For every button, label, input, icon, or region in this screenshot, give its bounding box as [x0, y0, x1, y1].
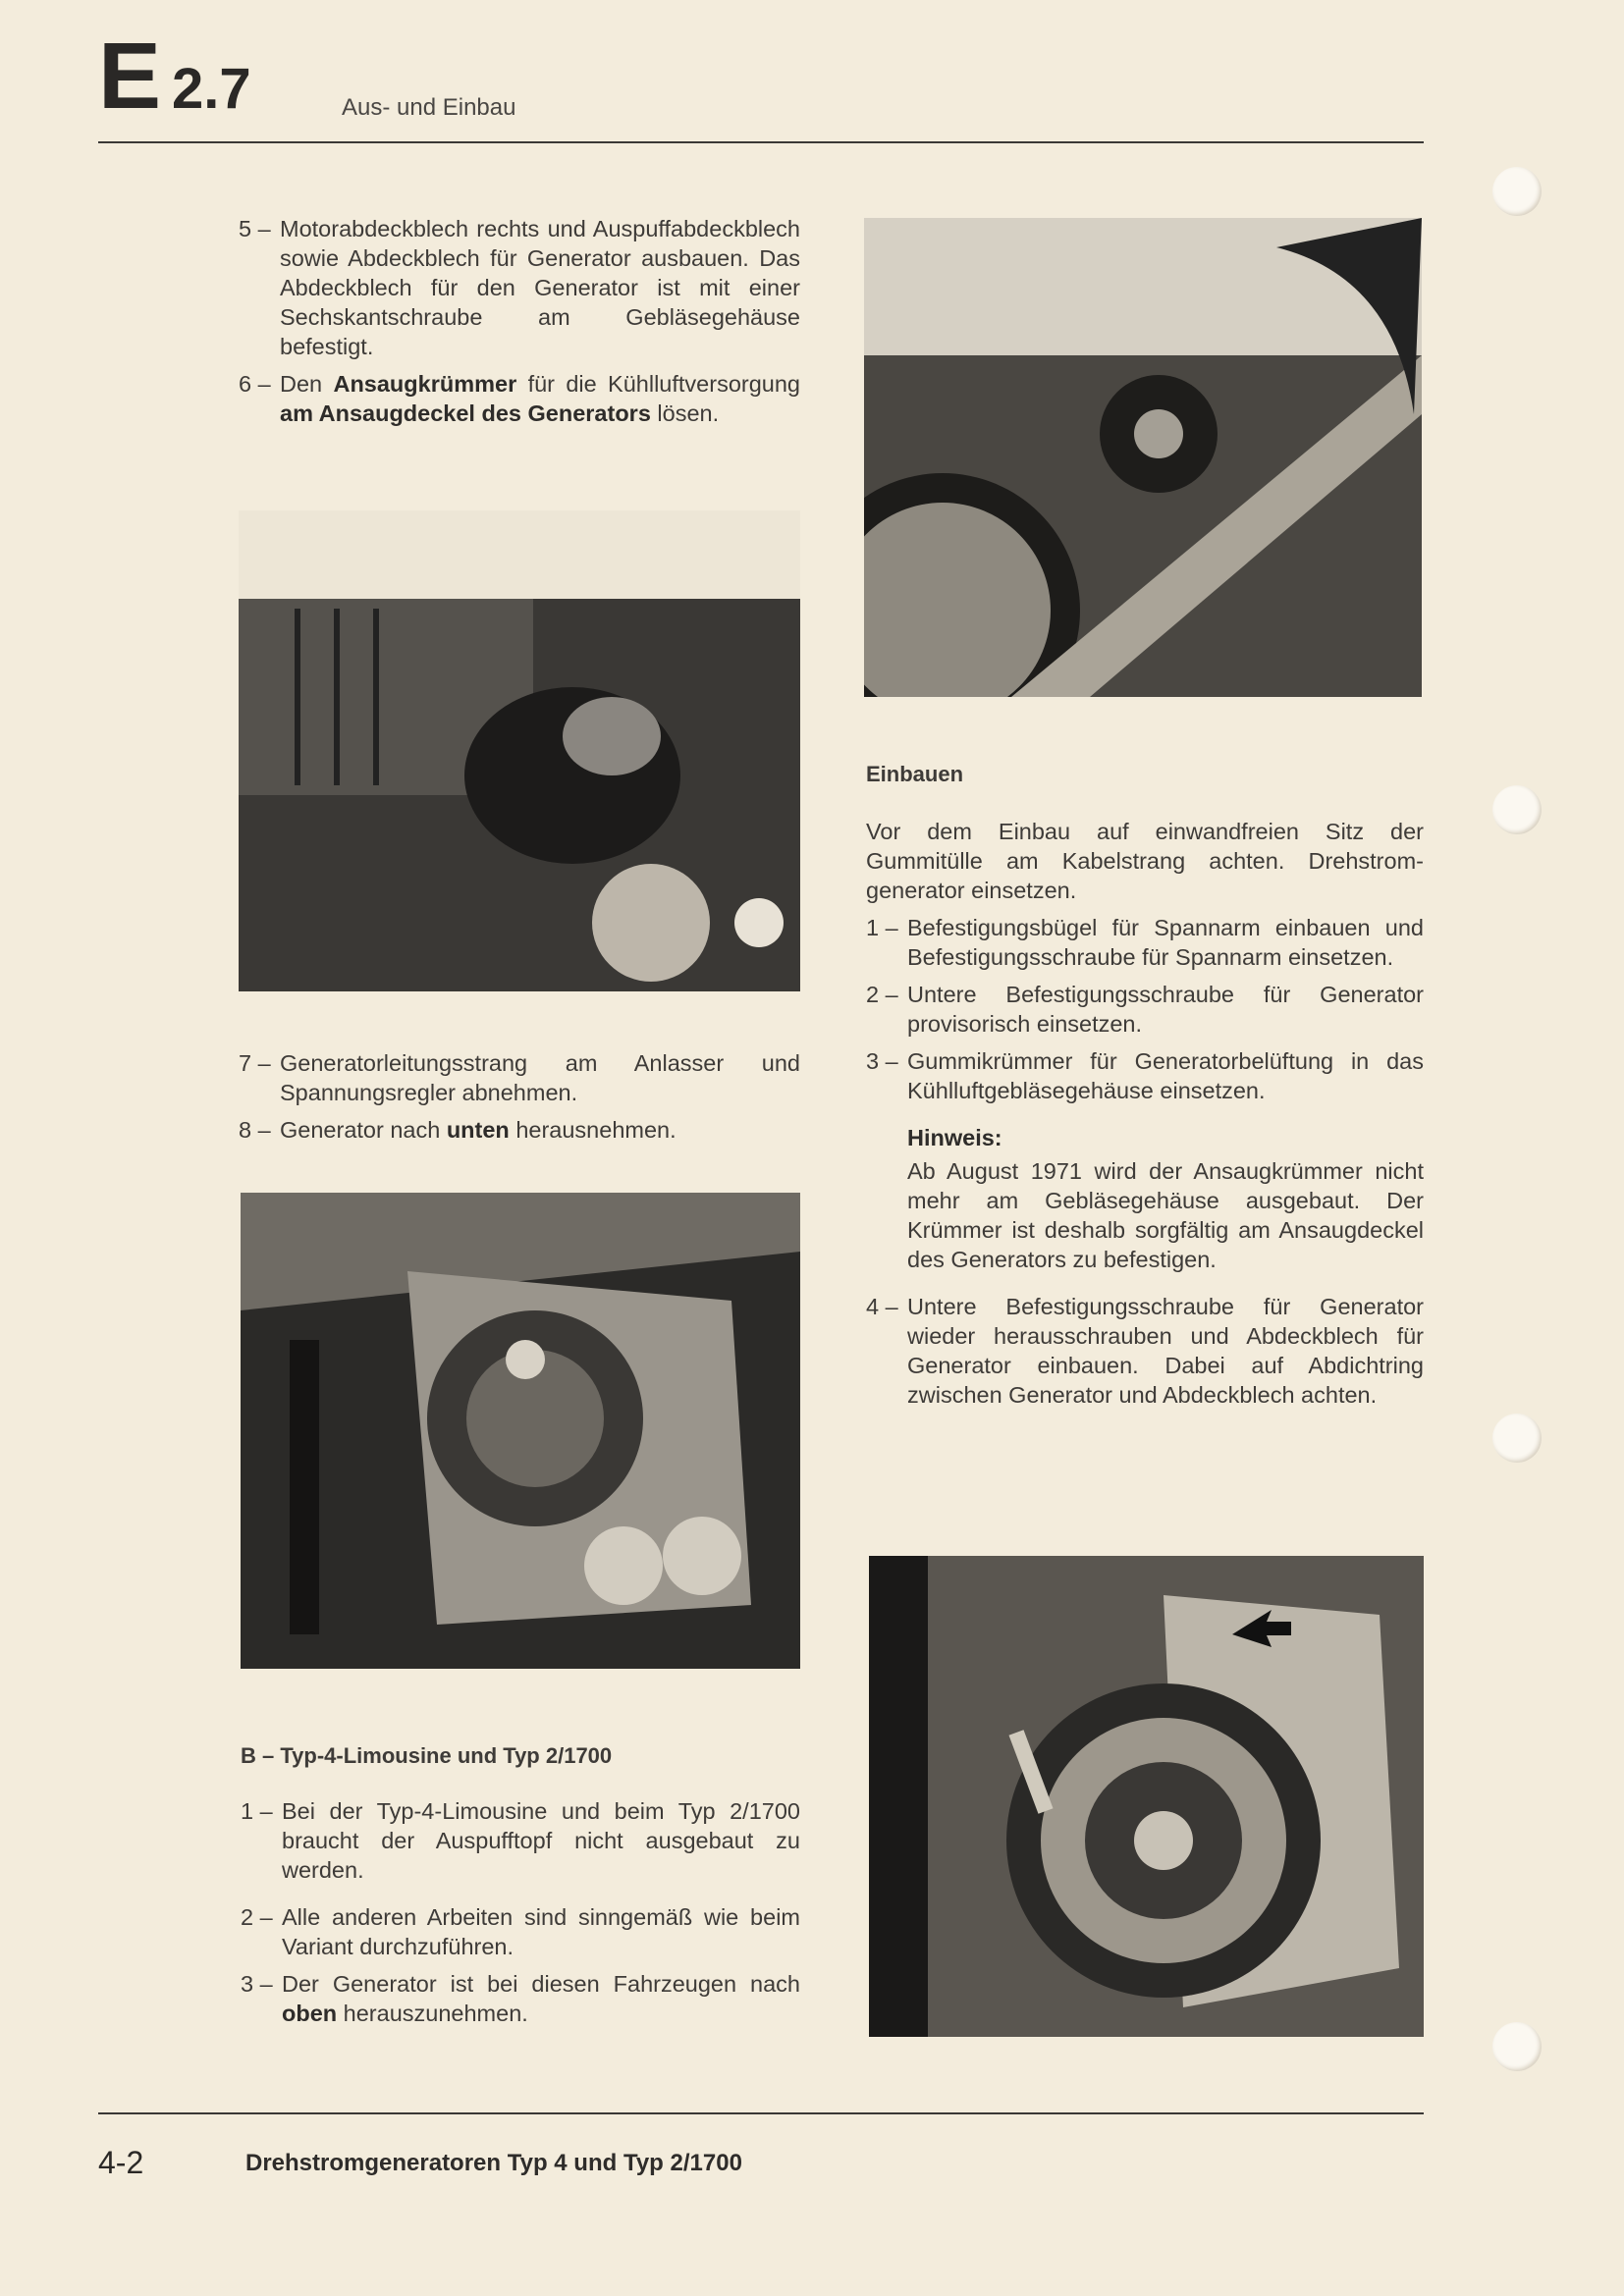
list-item: [239, 1048, 800, 1107]
item-number: 1 –: [241, 1798, 273, 1824]
einbauen-heading: Einbauen: [866, 762, 964, 786]
punch-hole: [1492, 167, 1542, 216]
page-title: Aus- und Einbau: [342, 94, 516, 121]
photo-intake-elbow: [239, 510, 800, 991]
item-text: Den Ansaugkrümmer für die Kühlluftversorgung am Ansaugdeckel des Generators lösen.: [280, 371, 801, 426]
item-number: 8 –: [239, 1117, 271, 1143]
list-item: [866, 1292, 1424, 1410]
note-box: [907, 1123, 1424, 1274]
item-text: Gummikrümmer für Generatorbelüftung in das Kühlluftgebläsegehäuse einsetzen.: [907, 1048, 1424, 1103]
note-text: Ab August 1971 wird der Ansaugkrümmer nicht mehr am Gebläsegehäuse ausgebaut. Der Krümmer ist deshalb sorgfältig am Ansaugdeckel des Generators zu befestigen.: [907, 1158, 1424, 1272]
section-b-heading: B – Typ-4-Limousine und Typ 2/1700: [241, 1743, 613, 1768]
item-number: 3 –: [866, 1048, 898, 1074]
list-item: [241, 1969, 800, 2028]
item-number: 6 –: [239, 371, 271, 397]
item-text: Der Generator ist bei diesen Fahrzeugen nach oben herauszunehmen.: [282, 1971, 800, 2026]
item-text: Generatorleitungsstrang am Anlasser und Spannungsregler abnehmen.: [280, 1050, 800, 1105]
punch-hole: [1492, 1414, 1542, 1463]
item-text: Untere Befestigungsschraube für Generator wieder herausschrauben und Abdeckblech für Generator einbauen. Dabei auf Abdichtring zwischen Generator und Abdeckblech achten.: [907, 1294, 1424, 1408]
einbauen-steps: [866, 817, 1424, 1417]
list-item: [866, 913, 1424, 972]
steps-5-6: [239, 214, 800, 436]
item-number: 5 –: [239, 216, 271, 241]
photo-generator-pulley: [869, 1556, 1424, 2037]
photo-generator-removal: [241, 1193, 800, 1669]
item-number: 4 –: [866, 1294, 898, 1319]
section-letter: E: [98, 24, 162, 129]
note-label: Hinweis:: [907, 1125, 1002, 1150]
page-number: 4-2: [98, 2145, 144, 2180]
list-item: [239, 369, 800, 428]
section-b-steps: [241, 1796, 800, 2036]
section-number: 2.7: [172, 57, 251, 121]
item-number: 2 –: [241, 1904, 273, 1930]
footer-title: Drehstromgeneratoren Typ 4 und Typ 2/1700: [245, 2150, 742, 2176]
list-item: [241, 1796, 800, 1885]
footer-rule: [98, 2112, 1424, 2114]
punch-hole: [1492, 2022, 1542, 2071]
item-number: 2 –: [866, 982, 898, 1007]
photo-engine-bay: [864, 218, 1422, 697]
list-item: [239, 1115, 800, 1145]
intro-text: Vor dem Einbau auf einwandfreien Sitz der Gummitülle am Kabelstrang achten. Drehstromgenerator einsetzen.: [866, 819, 1424, 903]
item-text: Motorabdeckblech rechts und Auspuffabdeckblech sowie Abdeckblech für Generator ausbauen. Das Abdeckblech für den Generator ist mit einer Sechskantschraube am Gebläsegehäuse befestigt.: [280, 216, 800, 359]
list-item: [866, 1046, 1424, 1105]
header-rule: [98, 141, 1424, 143]
item-text: Bei der Typ-4-Limousine und beim Typ 2/1700 braucht der Auspufftopf nicht ausgebaut zu werden.: [282, 1798, 800, 1883]
item-text: Untere Befestigungsschraube für Generator provisorisch einsetzen.: [907, 982, 1424, 1037]
item-text: Befestigungsbügel für Spannarm einbauen und Befestigungsschraube für Spannarm einsetzen.: [907, 915, 1424, 970]
list-item: [241, 1902, 800, 1961]
item-number: 1 –: [866, 915, 898, 940]
item-number: 7 –: [239, 1050, 271, 1076]
punch-hole: [1492, 785, 1542, 834]
item-number: 3 –: [241, 1971, 273, 1997]
list-item: [239, 214, 800, 361]
item-text: Generator nach unten herausnehmen.: [280, 1117, 677, 1143]
item-text: Alle anderen Arbeiten sind sinngemäß wie beim Variant durchzuführen.: [282, 1904, 800, 1959]
steps-7-8: [239, 1048, 800, 1152]
list-item: [866, 980, 1424, 1039]
